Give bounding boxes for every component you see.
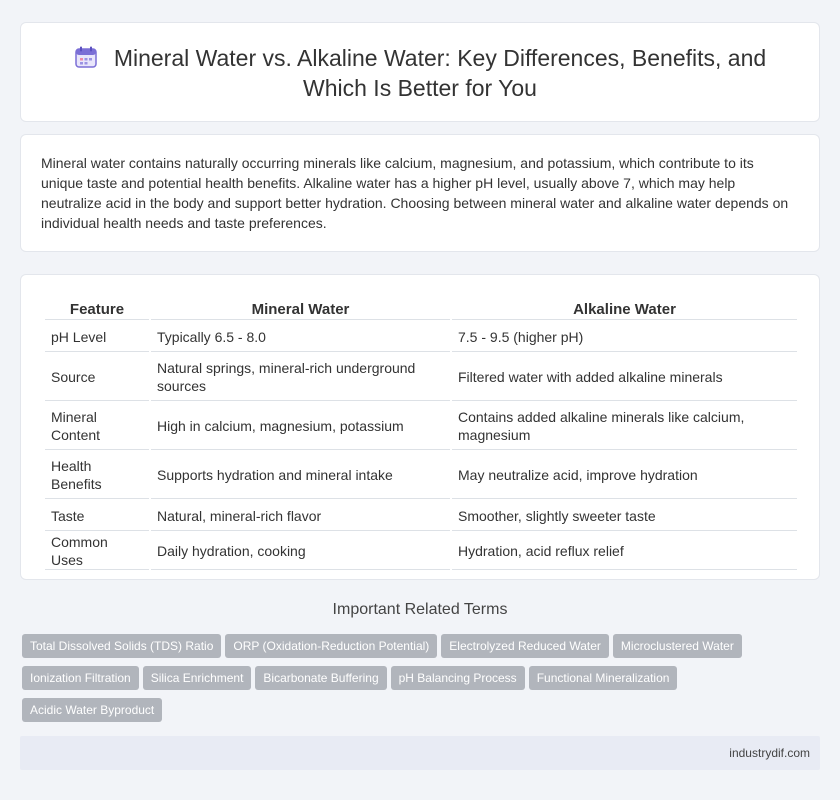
cell-alkaline: Hydration, acid reflux relief bbox=[452, 533, 797, 570]
page-title bbox=[61, 43, 779, 103]
table-row bbox=[45, 354, 797, 401]
table-row bbox=[45, 452, 797, 499]
cell-mineral: Daily hydration, cooking bbox=[151, 533, 450, 570]
cell-feature: Common Uses bbox=[45, 533, 149, 570]
cell-alkaline: Contains added alkaline minerals like calcium, magnesium bbox=[452, 403, 797, 450]
cell-alkaline: May neutralize acid, improve hydration bbox=[452, 452, 797, 499]
footer-site-link[interactable]: industrydif.com bbox=[729, 746, 810, 760]
term-tag[interactable]: Ionization Filtration bbox=[22, 666, 139, 690]
intro-card bbox=[20, 134, 820, 252]
term-tag[interactable]: Silica Enrichment bbox=[143, 666, 252, 690]
term-tag[interactable]: Electrolyzed Reduced Water bbox=[441, 634, 609, 658]
cell-feature: Mineral Content bbox=[45, 403, 149, 450]
cell-feature: Source bbox=[45, 354, 149, 401]
intro-paragraph: Mineral water contains naturally occurring minerals like calcium, magnesium, and potassium, which contribute to its unique taste and potential health benefits. Alkaline water has a higher pH level, usually above 7, which may help neutralize acid in the body and support better hydration. Choosing between mineral water and alkaline water depends on individual health needs and taste preferences. bbox=[41, 155, 789, 231]
comparison-table-card bbox=[20, 274, 820, 580]
cell-alkaline: 7.5 - 9.5 (higher pH) bbox=[452, 322, 797, 352]
header-feature: Feature bbox=[45, 293, 149, 320]
term-tag[interactable]: pH Balancing Process bbox=[391, 666, 525, 690]
cell-mineral: Typically 6.5 - 8.0 bbox=[151, 322, 450, 352]
cell-mineral: Natural, mineral-rich flavor bbox=[151, 501, 450, 531]
term-tag[interactable]: Bicarbonate Buffering bbox=[255, 666, 386, 690]
term-tag[interactable]: ORP (Oxidation-Reduction Potential) bbox=[225, 634, 437, 658]
footer bbox=[20, 736, 820, 770]
cell-mineral: High in calcium, magnesium, potassium bbox=[151, 403, 450, 450]
table-row bbox=[45, 322, 797, 352]
cell-alkaline: Smoother, slightly sweeter taste bbox=[452, 501, 797, 531]
term-tag[interactable]: Total Dissolved Solids (TDS) Ratio bbox=[22, 634, 221, 658]
cell-alkaline: Filtered water with added alkaline minerals bbox=[452, 354, 797, 401]
cell-feature: Health Benefits bbox=[45, 452, 149, 499]
cell-mineral: Supports hydration and mineral intake bbox=[151, 452, 450, 499]
table-row bbox=[45, 533, 797, 570]
table-header-row bbox=[45, 293, 797, 320]
term-tag[interactable]: Microclustered Water bbox=[613, 634, 742, 658]
table-row bbox=[45, 403, 797, 450]
title-card bbox=[20, 22, 820, 122]
header-alkaline-water: Alkaline Water bbox=[452, 293, 797, 320]
cell-feature: pH Level bbox=[45, 322, 149, 352]
comparison-table bbox=[43, 291, 799, 572]
related-terms-title: Important Related Terms bbox=[332, 601, 508, 618]
header-mineral-water: Mineral Water bbox=[151, 293, 450, 320]
title-line-2: Which Is Better for You bbox=[303, 75, 537, 101]
cell-mineral: Natural springs, mineral-rich underground sources bbox=[151, 354, 450, 401]
title-line-1: Mineral Water vs. Alkaline Water: Key Differences, Benefits, and bbox=[113, 45, 767, 71]
cell-feature: Taste bbox=[45, 501, 149, 531]
term-tag[interactable]: Functional Mineralization bbox=[529, 666, 678, 690]
calendar-icon bbox=[74, 45, 98, 69]
term-tag[interactable]: Acidic Water Byproduct bbox=[22, 698, 162, 722]
table-row bbox=[45, 501, 797, 531]
related-terms-list bbox=[22, 634, 802, 730]
title-wrap bbox=[61, 43, 779, 103]
